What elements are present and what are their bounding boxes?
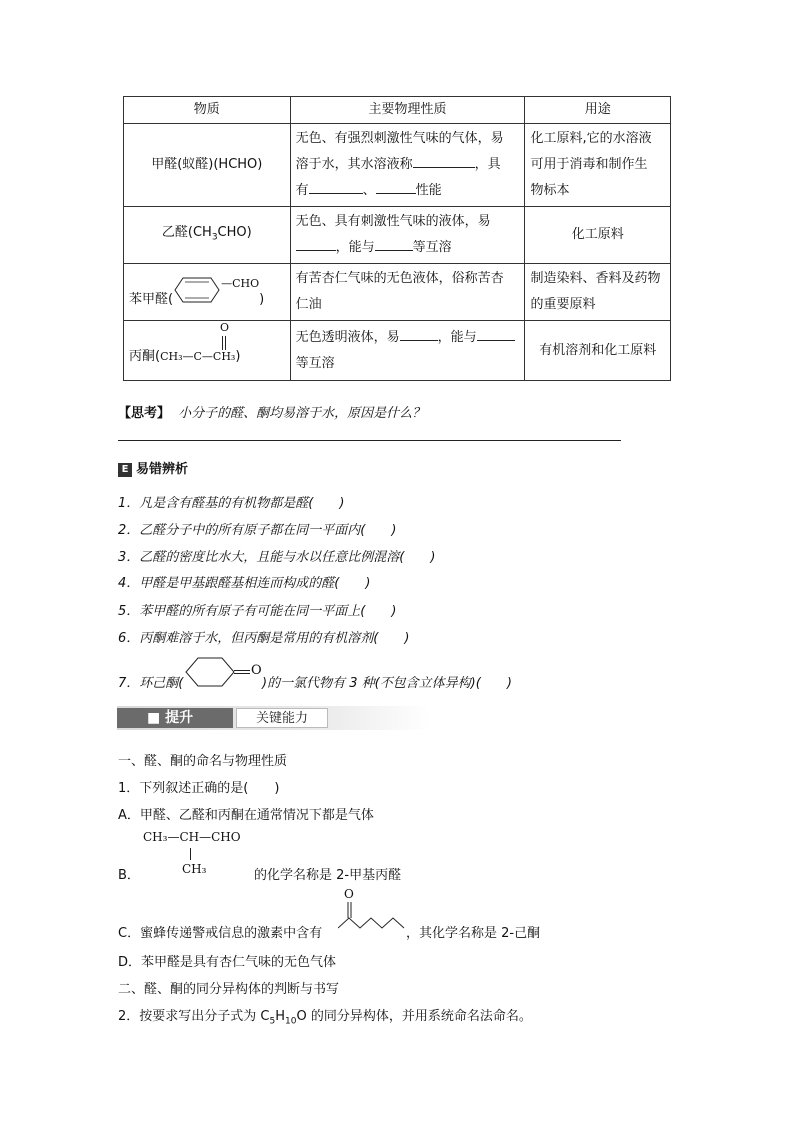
- properties-acetaldehyde: 无色、具有刺激性气味的液体，易 ，能与 等互溶: [290, 207, 525, 264]
- properties-table: [123, 96, 671, 381]
- section1-title: 一、醛、酮的命名与物理性质: [118, 754, 288, 769]
- substance-formaldehyde: 甲醛(蚁醛)(HCHO): [124, 124, 291, 207]
- table-row: [124, 264, 671, 321]
- error-section-title: 易错辨析: [136, 462, 189, 477]
- answer-blank[interactable]: [400, 326, 438, 341]
- table-row: [124, 207, 671, 264]
- header-substance: 物质: [124, 97, 291, 124]
- error-item-6: 6．丙酮难溶于水，但丙酮是常用的有机溶剂( ): [118, 631, 410, 646]
- answer-blank[interactable]: [477, 326, 515, 341]
- error-item-1: 1．凡是含有醛基的有机物都是醛( ): [118, 496, 345, 511]
- benzene-ring-icon: [173, 276, 221, 304]
- option-b-formula-bottom: CH₃: [182, 862, 207, 876]
- acetone-oxygen: O: [220, 320, 230, 334]
- option-d: D．苯甲醛是具有杏仁气味的无色气体: [118, 955, 337, 970]
- answer-blank[interactable]: [375, 236, 413, 251]
- answer-blank[interactable]: [296, 236, 336, 251]
- text-line: 有 、 性能: [296, 178, 520, 204]
- answer-blank[interactable]: [376, 179, 416, 194]
- hexanone-oxygen: O: [344, 887, 354, 901]
- question-2: 2．按要求写出分子式为 $C_5H_{10}O$ 的同分异构体，并用系统命名法命名。: [118, 1009, 532, 1027]
- answer-blank[interactable]: [309, 179, 363, 194]
- option-b-formula-top: CH₃—CH—CHO: [143, 830, 241, 844]
- substance-acetone: O 丙酮(CH₃—C—CH₃): [124, 321, 291, 381]
- table-header-row: [124, 97, 671, 124]
- think-question: [118, 402, 425, 421]
- option-b-label: B．: [118, 868, 140, 883]
- properties-benzaldehyde: 有苦杏仁气味的无色液体，俗称苦杏 仁油: [290, 264, 525, 321]
- uses-acetone: 有机溶剂和化工原料: [525, 321, 671, 381]
- error-section-header: [118, 462, 188, 478]
- error-item-3: 3．乙醛的密度比水大，且能与水以任意比例混溶( ): [118, 550, 436, 565]
- substance-benzaldehyde: 苯甲醛($^{—CHO}$): [124, 264, 291, 321]
- answer-blank[interactable]: [413, 153, 475, 168]
- option-a: A．甲醛、乙醛和丙酮在通常情况下都是气体: [118, 808, 374, 823]
- uses-acetaldehyde: 化工原料: [525, 207, 671, 264]
- table-row: [124, 124, 671, 207]
- option-c: C．蜜蜂传递警戒信息的激素中含有 O ，其化学名称是 2-己酮: [118, 887, 541, 941]
- error-item-4: 4．甲醛是甲基跟醛基相连而构成的醛( ): [118, 576, 371, 591]
- branch-bond: [190, 848, 192, 860]
- substance-acetaldehyde: 乙醛$(CH_3CHO)$: [124, 207, 291, 264]
- table-row: [124, 321, 671, 381]
- error-item-2: 2．乙醛分子中的所有原子都在同一平面内( ): [118, 523, 397, 538]
- uses-benzaldehyde: 制造染料、香料及药物 的重要原料: [525, 264, 671, 321]
- text-line: 无色、有强烈刺激性气味的气体，易: [295, 131, 504, 146]
- error-item-5: 5．苯甲醛的所有原子有可能在同一平面上( ): [118, 604, 397, 619]
- answer-line[interactable]: [118, 440, 621, 441]
- banner-title: 关键能力: [236, 708, 328, 728]
- text-line: 溶于水，其水溶液称 ，具: [296, 152, 520, 178]
- ketone-oxygen: O: [251, 663, 262, 678]
- question-1: 1．下列叙述正确的是( ): [118, 781, 280, 796]
- banner-tag: ■ 提升: [117, 708, 233, 728]
- option-b-text: 的化学名称是 2-甲基丙醛: [254, 868, 402, 883]
- header-properties: 主要物理性质: [290, 97, 525, 124]
- think-label: 【思考】: [118, 406, 171, 421]
- properties-acetone: 无色透明液体，易 ，能与 等互溶: [290, 321, 525, 381]
- think-text: 小分子的醛、酮均易溶于水，原因是什么？: [178, 406, 426, 421]
- section2-title: 二、醛、酮的同分异构体的判断与书写: [118, 982, 340, 997]
- properties-formaldehyde: [290, 124, 525, 207]
- error-icon: E: [118, 463, 132, 477]
- header-uses: 用途: [525, 97, 671, 124]
- uses-formaldehyde: 化工原料,它的水溶液 可用于消毒和制作生 物标本: [525, 124, 671, 207]
